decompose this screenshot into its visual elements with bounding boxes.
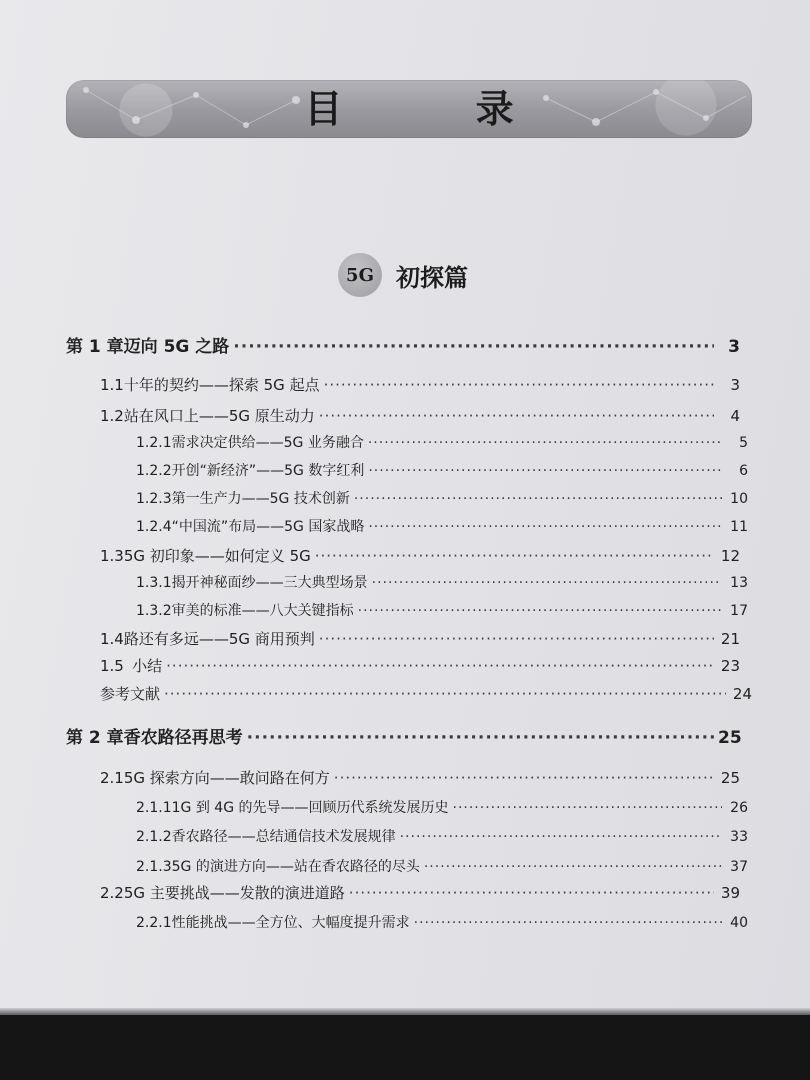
toc-entry-page: 37 xyxy=(730,859,748,875)
toc-entry-number: 1.4 xyxy=(100,630,124,648)
toc-entry-title: 审美的标准——八大关键指标 xyxy=(171,603,354,619)
dot-leader xyxy=(453,800,723,816)
toc-entry xyxy=(136,826,748,846)
dot-leader xyxy=(247,728,714,748)
dot-leader xyxy=(372,575,722,591)
toc-entry-title: 十年的契约——探索 5G 起点 xyxy=(123,376,320,394)
toc-entry-page: 3 xyxy=(728,337,740,357)
toc-entry xyxy=(136,460,748,480)
toc-entry-title: 揭开神秘面纱——三大典型场景 xyxy=(171,575,368,591)
dot-leader xyxy=(424,859,722,875)
toc-entry-number: 1.2.4 xyxy=(136,519,172,535)
toc-entry xyxy=(136,797,748,817)
toc-entry-number: 1.3.1 xyxy=(136,575,172,591)
toc-entry-number: 第 2 章 xyxy=(66,728,124,748)
toc-entry-number: 2.2 xyxy=(100,884,124,902)
toc-entry-title: 站在风口上——5G 原生动力 xyxy=(123,407,315,425)
toc-entry xyxy=(136,600,748,620)
page-bottom-edge xyxy=(0,1008,810,1015)
toc-entry xyxy=(100,882,740,903)
toc-entry-page: 12 xyxy=(720,547,740,565)
toc-entry-page: 39 xyxy=(720,884,740,902)
toc-entry-title: 香农路径——总结通信技术发展规律 xyxy=(171,829,396,845)
toc-entry-number: 1.3.2 xyxy=(136,603,172,619)
toc-entry-title: 性能挑战——全方位、大幅度提升需求 xyxy=(171,915,410,931)
dot-leader xyxy=(414,915,722,931)
toc-entry-page: 21 xyxy=(720,630,740,648)
toc-entry-number: 2.1.1 xyxy=(136,800,172,816)
dot-leader xyxy=(319,407,714,425)
toc-entry-number: 1.5 xyxy=(100,657,124,675)
toc-entry xyxy=(100,767,740,788)
toc-entry xyxy=(136,488,748,508)
toc-entry-title: “中国流”布局——5G 国家战略 xyxy=(171,519,365,535)
toc-entry-title: 参考文献 xyxy=(100,685,161,703)
dot-leader xyxy=(324,376,714,394)
toc-entry xyxy=(100,628,740,649)
toc-entry-title: 小结 xyxy=(132,657,163,675)
toc-entry-page: 25 xyxy=(718,728,742,748)
toc-entry-number: 1.3 xyxy=(100,547,124,565)
toc-entry xyxy=(100,374,740,395)
dot-leader xyxy=(319,630,714,648)
toc-entry-title: 开创“新经济”——5G 数字红利 xyxy=(171,463,365,479)
toc-entry-title: 5G 的演进方向——站在香农路径的尽头 xyxy=(171,859,420,875)
dot-leader xyxy=(315,547,714,565)
toc-entry-title: 5G 初印象——如何定义 5G xyxy=(123,547,311,565)
toc-entry-title: 第一生产力——5G 技术创新 xyxy=(171,491,350,507)
toc-entry-number: 1.2.1 xyxy=(136,435,172,451)
toc-entry xyxy=(66,723,740,748)
toc-entry-number: 1.2.3 xyxy=(136,491,172,507)
dot-leader xyxy=(334,769,714,787)
toc-entry xyxy=(100,405,740,426)
toc-entry-title: 路还有多远——5G 商用预判 xyxy=(123,630,315,648)
dot-leader xyxy=(368,519,722,535)
dot-leader xyxy=(368,463,722,479)
dot-leader xyxy=(354,491,722,507)
toc-entry-number: 2.1.3 xyxy=(136,859,172,875)
toc-entry-page: 23 xyxy=(720,657,740,675)
dot-leader xyxy=(368,435,722,451)
toc-entry-page: 17 xyxy=(730,603,748,619)
toc-entry-page: 3 xyxy=(730,376,740,394)
toc-entry-number: 1.2 xyxy=(100,407,124,425)
dot-leader xyxy=(400,829,722,845)
toc-entry-title: 5G 探索方向——敢问路在何方 xyxy=(123,769,330,787)
toc-entry-title: 需求决定供给——5G 业务融合 xyxy=(171,435,364,451)
toc-entry-page: 10 xyxy=(730,491,748,507)
toc-entry xyxy=(136,432,748,452)
toc-entry-page: 26 xyxy=(730,800,748,816)
toc-entry-page: 13 xyxy=(730,575,748,591)
toc-entry-page: 25 xyxy=(720,769,740,787)
toc-entry xyxy=(136,856,748,876)
toc-title: 目 录 xyxy=(304,87,574,131)
toc-entry-number: 1.1 xyxy=(100,376,124,394)
dot-leader xyxy=(166,657,714,675)
toc-entry-page: 24 xyxy=(732,685,752,703)
toc-entry-page: 6 xyxy=(739,463,748,479)
toc-entry xyxy=(136,912,748,932)
toc-entry xyxy=(100,683,752,704)
toc-entry xyxy=(136,572,748,592)
toc-entry-page: 5 xyxy=(739,435,748,451)
toc-entry xyxy=(100,655,740,676)
dot-leader xyxy=(233,337,714,357)
toc-entry xyxy=(136,516,748,536)
toc-entry-page: 40 xyxy=(730,915,748,931)
toc-entry-number: 2.1.2 xyxy=(136,829,172,845)
toc-entry-number: 2.1 xyxy=(100,769,124,787)
part-title: 初探篇 xyxy=(396,262,468,292)
toc-entry-title: 香农路径再思考 xyxy=(123,728,243,748)
toc-entry-number: 第 1 章 xyxy=(66,337,124,357)
dot-leader xyxy=(349,884,714,902)
toc-entry-title: 迈向 5G 之路 xyxy=(123,337,230,357)
toc-entry-number: 2.2.1 xyxy=(136,915,172,931)
dot-leader xyxy=(358,603,722,619)
toc-entry-page: 11 xyxy=(730,519,748,535)
toc-entry xyxy=(66,332,740,357)
part-badge: 5G xyxy=(338,253,382,297)
toc-entry-title: 5G 主要挑战——发散的演进道路 xyxy=(123,884,345,902)
dot-leader xyxy=(164,685,726,703)
toc-entry-page: 4 xyxy=(730,407,740,425)
toc-entry-page: 33 xyxy=(730,829,748,845)
toc-entry-title: 1G 到 4G 的先导——回顾历代系统发展历史 xyxy=(171,800,449,816)
toc-entry-number: 1.2.2 xyxy=(136,463,172,479)
toc-entry xyxy=(100,545,740,566)
